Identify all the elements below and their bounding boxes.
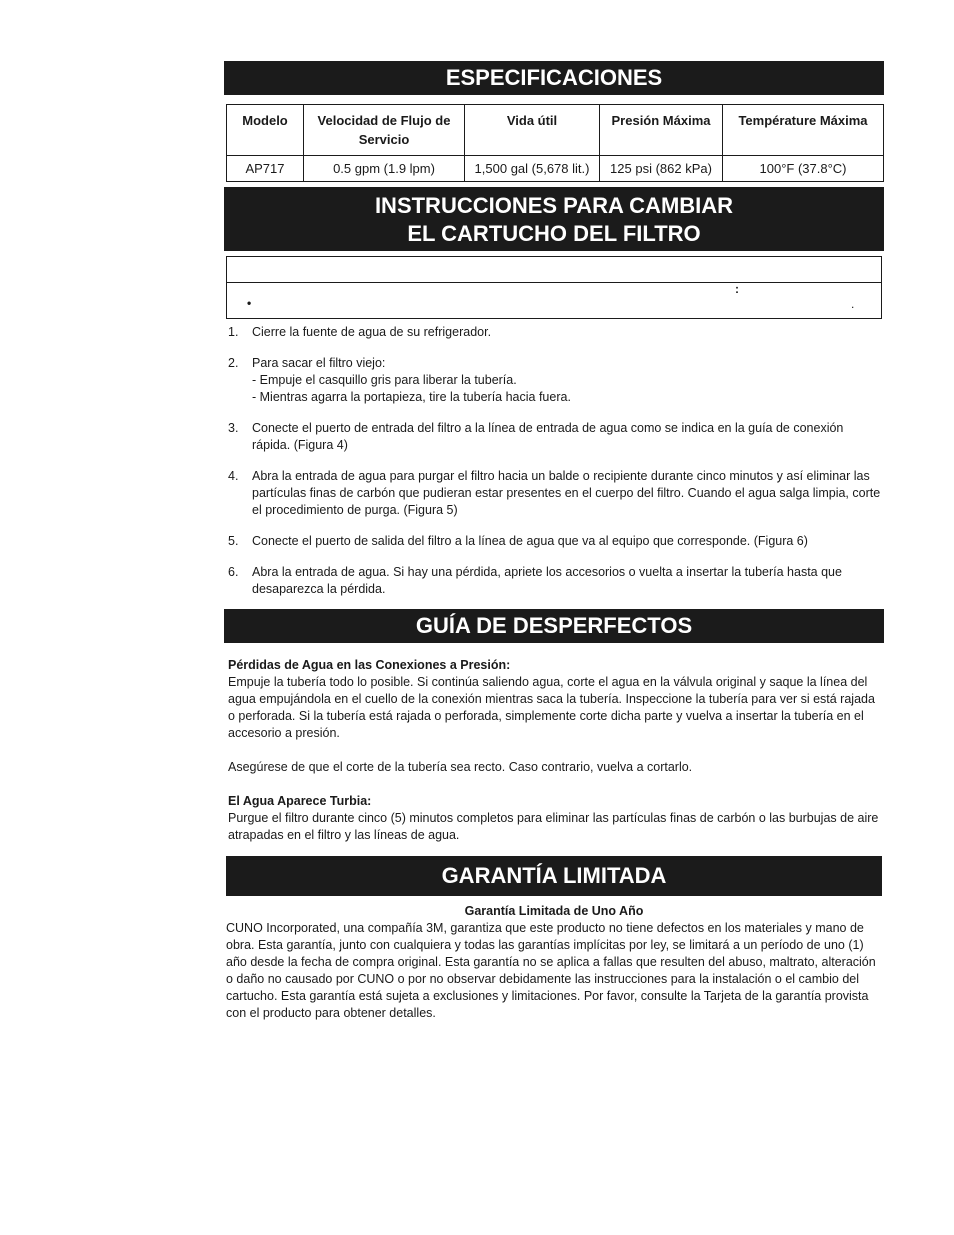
notice-box-bottom — [226, 281, 882, 319]
leaks-note: Asegúrese de que el corte de la tubería sea recto. Caso contrario, vuelva a cortarlo. — [228, 760, 693, 774]
specifications-table — [226, 104, 884, 182]
list-item — [228, 324, 882, 341]
step-text: Conecte el puerto de salida del filtro a la línea de agua que va al equipo que corresponde. (Figura 6) — [252, 534, 808, 548]
step-text: Conecte el puerto de entrada del filtro a la línea de entrada de agua como se indica en la guía de conexión rápida. (Figura 4) — [252, 421, 844, 452]
cell-max-pressure: 125 psi (862 kPa) — [600, 156, 723, 182]
step-text: Abra la entrada de agua para purgar el filtro hacia un balde o recipiente durante cinco minutos y así eliminar las partículas finas de carbón que pudieran estar presentes en el cuerpo del filtro. Cuando el agua salga limpia, corte el procedimiento de purga. (Figura 5) — [252, 469, 881, 517]
notice-colon: : — [735, 282, 739, 296]
list-item — [228, 533, 882, 550]
warranty-title: Garantía Limitada de Uno Año — [464, 904, 644, 918]
cell-flow-rate: 0.5 gpm (1.9 lpm) — [304, 156, 465, 182]
column-header-flow-rate: Velocidad de Flujo de Servicio — [304, 105, 465, 156]
column-header-max-temperature: Température Máxima — [723, 105, 884, 156]
list-item — [228, 355, 882, 406]
notice-period: . — [851, 297, 855, 311]
step-text: Para sacar el filtro viejo: — [252, 356, 386, 370]
leaks-section — [228, 657, 882, 776]
column-header-model: Modelo — [227, 105, 304, 156]
warranty-heading-banner — [226, 856, 882, 896]
step-number: 4. — [228, 469, 239, 483]
instruction-steps-list — [228, 324, 882, 612]
cell-capacity: 1,500 gal (5,678 lit.) — [465, 156, 600, 182]
notice-box-top — [226, 256, 882, 283]
instructions-heading-banner — [224, 187, 884, 251]
leaks-text: Empuje la tubería todo lo posible. Si continúa saliendo agua, corte el agua en la válvula original y saque la línea del agua empujándola en el cuello de la conexión mientras saca la tubería. Inspeccione la tubería para ver si está rajada o perforada. Si la tubería está rajada o perforada, simplemente corte dicha parte y vuelva a insertar la tubería en el accesorio a presión. — [228, 675, 875, 740]
leaks-title: Pérdidas de Agua en las Conexiones a Presión: — [228, 658, 511, 672]
step-text: Abra la entrada de agua. Si hay una pérdida, apriete los accesorios o vuelta a insertar la tubería hasta que desaparezca la pérdida. — [252, 565, 842, 596]
step-number: 6. — [228, 565, 239, 579]
list-item — [228, 420, 882, 454]
step-number: 5. — [228, 534, 239, 548]
warranty-text: CUNO Incorporated, una compañía 3M, garantiza que este producto no tiene defectos en los materiales y mano de obra. Esta garantía, junto con cualquiera y todas las garantías implícitas por ley, se limitará a un período de uno (1) año desde la fecha de compra original. Esta garantía no se aplica a fallas que resulten del abuso, maltrato, alteración o daño no causado por CUNO o por no observar debidamente las instrucciones para la instalación o el cambio del cartucho. Esta garantía está sujeta a exclusiones y limitaciones. Por favor, consulte la Tarjeta de la garantía provista con el producto para obtener detalles. — [226, 921, 876, 1020]
instructions-heading-line2: EL CARTUCHO DEL FILTRO — [407, 221, 701, 246]
column-header-capacity: Vida útil — [465, 105, 600, 156]
step-number: 3. — [228, 421, 239, 435]
troubleshooting-heading: GUÍA DE DESPERFECTOS — [415, 613, 693, 638]
table-header-row — [227, 105, 884, 156]
cell-model: AP717 — [227, 156, 304, 182]
list-item — [228, 468, 882, 519]
step-text: Cierre la fuente de agua de su refrigerador. — [252, 325, 492, 339]
step-subtext: - Empuje el casquillo gris para liberar la tubería. — [252, 373, 517, 387]
cloudy-water-section — [228, 793, 882, 844]
step-subtext: - Mientras agarra la portapieza, tire la tubería hacia fuera. — [252, 390, 571, 404]
list-item — [228, 564, 882, 598]
instructions-heading-line1: INSTRUCCIONES PARA CAMBIAR — [374, 193, 734, 218]
notice-bullet: • — [247, 296, 252, 310]
step-number: 1. — [228, 325, 239, 339]
specifications-heading-banner — [224, 61, 884, 95]
step-number: 2. — [228, 356, 239, 370]
specifications-heading: ESPECIFICACIONES — [445, 65, 663, 90]
warranty-heading: GARANTÍA LIMITADA — [441, 863, 667, 888]
cloudy-water-text: Purgue el filtro durante cinco (5) minutos completos para eliminar las partículas finas de carbón o las burbujas de aire atrapadas en el filtro y las líneas de agua. — [228, 811, 879, 842]
table-row — [227, 156, 884, 182]
column-header-max-pressure: Presión Máxima — [600, 105, 723, 156]
cloudy-water-title: El Agua Aparece Turbia: — [228, 794, 372, 808]
troubleshooting-heading-banner — [224, 609, 884, 643]
cell-max-temperature: 100°F (37.8°C) — [723, 156, 884, 182]
